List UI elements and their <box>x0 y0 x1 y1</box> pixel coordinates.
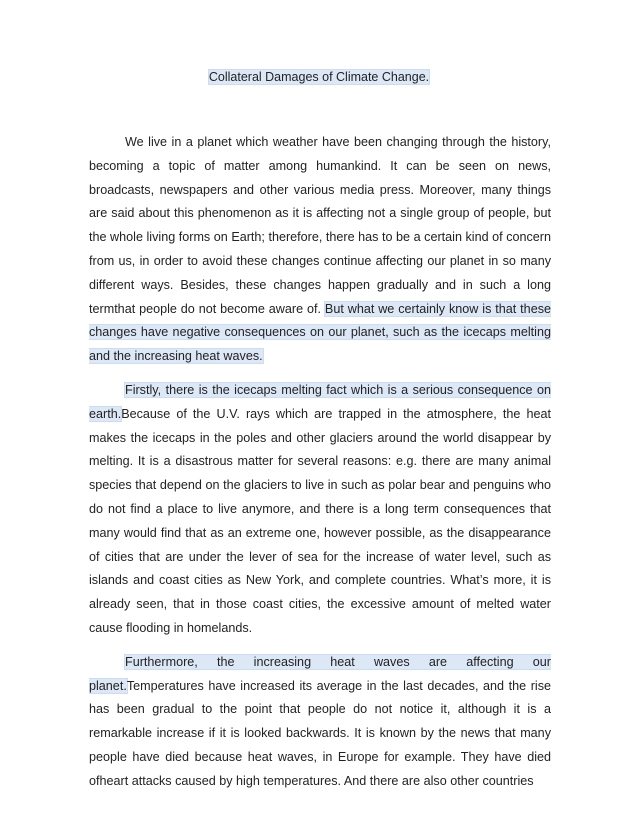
title-highlight: Collateral Damages of Climate Change. <box>208 70 430 84</box>
paragraph-3-highlight: Furthermore, the increasing heat waves are affecting our planet. <box>89 654 551 693</box>
paragraph-3-text: Temperatures have increased its average in the last decades, and the rise has been gradual to the point that people do not notice it, although it is a remarkable increase if it is looked backwards. It is known by the news that many people have died because heat waves, in Europe for example. They have died ofheart attacks caused by high temperatures. And there are also other countries <box>89 678 551 788</box>
paragraph-1-text: We live in a planet which weather have been changing through the history, becoming a topic of matter among humankind. It can be seen on news, broadcasts, newspapers and other various media press. Moreover, many things are said about this phenomenon as it is affecting not a single group of people, but the whole living forms on Earth; therefore, there has to be a certain kind of concern from us, in order to avoid these changes continue affecting our planet in so many different ways. Besides, these changes happen gradually and in such a long termthat people do not become aware of. <box>89 135 551 316</box>
paragraph-3 <box>89 651 551 794</box>
document-body <box>89 131 551 794</box>
paragraph-2-highlight: Firstly, there is the icecaps melting fact which is a serious consequence on earth. <box>89 382 551 421</box>
paragraph-2 <box>89 379 551 641</box>
document-title <box>0 69 638 85</box>
paragraph-2-text: Because of the U.V. rays which are trapped in the atmosphere, the heat makes the icecaps in the poles and other glaciers around the world disappear by melting. It is a disastrous matter for several reasons: e.g. there are many animal species that depend on the glaciers to live in such as polar bear and penguins who do not find a place to live anymore, and there is a long term consequences that many would find that as an extreme one, however possible, as the disappearance of cities that are under the lever of sea for the increase of water level, such as islands and coast cities as New York, and complete countries. What’s more, it is already seen, that in those coast cities, the excessive amount of melted water cause flooding in homelands. <box>89 406 551 635</box>
paragraph-1 <box>89 131 551 369</box>
paragraph-1-highlight: But what we certainly know is that these changes have negative consequences on our planet, such as the icecaps melting and the increasing heat waves. <box>89 301 551 364</box>
